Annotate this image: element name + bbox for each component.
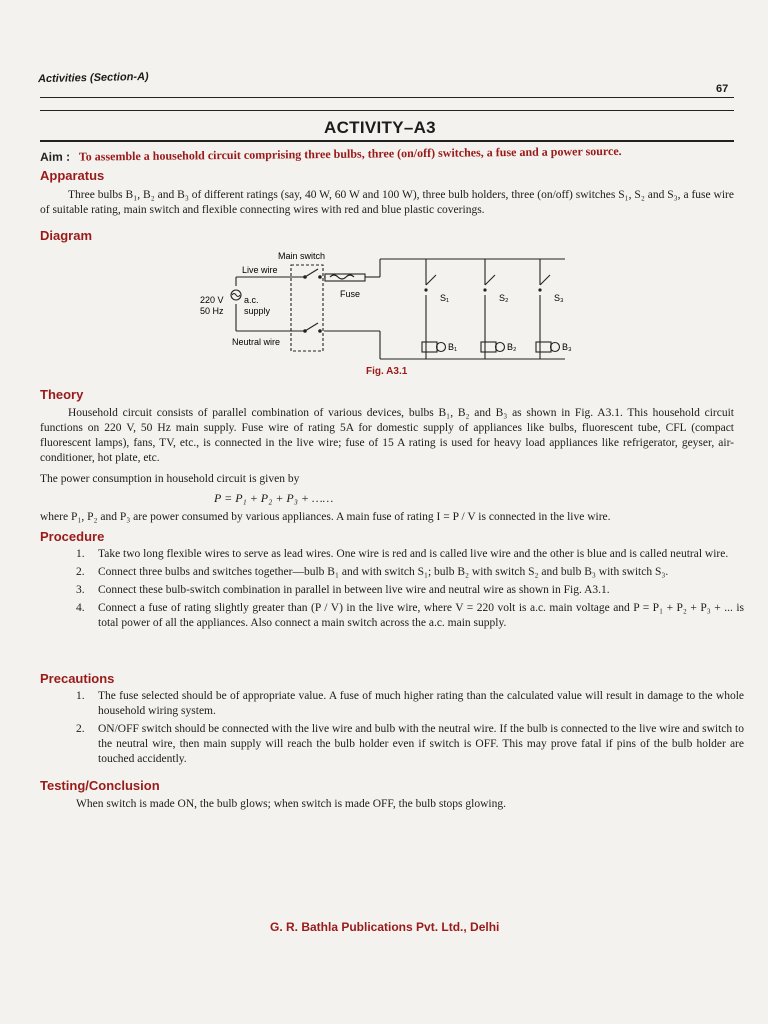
precautions-list bbox=[76, 689, 744, 770]
title-rule-bottom bbox=[40, 140, 734, 142]
bulb-b1-label: B₁ bbox=[448, 342, 458, 352]
bulb-b3-label: B₃ bbox=[562, 342, 572, 352]
diagram-heading: Diagram bbox=[40, 228, 93, 243]
procedure-heading: Procedure bbox=[40, 529, 105, 544]
frequency-label: 50 Hz bbox=[200, 306, 224, 316]
theory-paragraph-3: where P₁, P₂ and P₃ are power consumed by various appliances. A main fuse of rating I = P / V is connected in the live wire. bbox=[40, 511, 611, 523]
title-rule-top bbox=[40, 110, 734, 111]
theory-paragraph-1: Household circuit consists of parallel combination of various devices, bulbs B₁, B₂ and B₃ as shown in Fig. A3.1. This household circuit functions on 220 V, 50 Hz main supply. Fuse wire of rating 5A for domestic supply of appliances like bulbs, fluorescent tube, CFL (compact fluorescent lamps), fans, TV, etc., is connected in the live wire; fuse of 15 A rating is used for heavy load appliances like refrigerator, geyser, air-conditioner, hot plate, etc. bbox=[40, 407, 734, 464]
page-number: 67 bbox=[716, 83, 729, 95]
procedure-step: 1. Take two long flexible wires to serve as lead wires. One wire is red and is called live wire and the other is blue and is called neutral wire. bbox=[76, 548, 729, 560]
page-title: ACTIVITY–A3 bbox=[324, 118, 436, 137]
precaution-item: 2. ON/OFF switch should be connected with the live wire and bulb with the neutral wire. If the bulb is connected to the live wire and switch to the neutral wire, then main supply will reach the bulb holder even if switch is OFF. This may prove fatal if pins of the bulb holder are touched accidently. bbox=[76, 723, 744, 765]
theory-heading: Theory bbox=[40, 387, 84, 402]
precautions-heading: Precautions bbox=[40, 671, 115, 686]
procedure-step: 4. Connect a fuse of rating slightly greater than (P / V) in the live wire, where V = 220 volt is a.c. main voltage and P = P₁ + P₂ + P₃ + ... is total power of all the appliances. Also connect a main switch across the a.c. main supply. bbox=[76, 602, 744, 629]
figure-caption: Fig. A3.1 bbox=[366, 366, 408, 377]
power-formula: P = P₁ + P₂ + P₃ + …… bbox=[214, 491, 334, 505]
aim-label: Aim : bbox=[40, 149, 71, 164]
header-rule bbox=[40, 97, 734, 98]
main-switch-label: Main switch bbox=[278, 251, 326, 261]
ac-label: a.c. bbox=[244, 295, 259, 305]
aim-text: To assemble a household circuit comprising three bulbs, three (on/off) switches, a fuse and a power source. bbox=[78, 143, 622, 164]
precaution-item: 1. The fuse selected should be of appropriate value. A fuse of much higher rating than the calculated value will result in damage to the whole household wiring system. bbox=[76, 690, 744, 717]
supply-label: supply bbox=[244, 306, 271, 316]
conclusion-text: When switch is made ON, the bulb glows; when switch is made OFF, the bulb stops glowing. bbox=[76, 798, 506, 810]
apparatus-heading: Apparatus bbox=[40, 168, 105, 183]
fuse-label: Fuse bbox=[340, 289, 361, 299]
switch-s1-label: S₁ bbox=[440, 293, 450, 303]
bulb-b2-label: B₂ bbox=[507, 342, 517, 352]
aim bbox=[40, 144, 622, 165]
running-header: Activities (Section-A) bbox=[37, 70, 149, 86]
conclusion-heading: Testing/Conclusion bbox=[40, 778, 160, 793]
live-wire-label: Live wire bbox=[242, 265, 278, 275]
switch-s2-label: S₂ bbox=[499, 293, 509, 303]
theory-paragraph-2: The power consumption in household circuit is given by bbox=[40, 473, 300, 485]
procedure-step: 3. Connect these bulb-switch combination in parallel in between live wire and neutral wire as shown in Fig. A3.1. bbox=[76, 584, 610, 596]
procedure-list bbox=[76, 547, 744, 634]
publisher-footer: G. R. Bathla Publications Pvt. Ltd., Delhi bbox=[270, 920, 500, 934]
apparatus-text: Three bulbs B₁, B₂ and B₃ of different ratings (say, 40 W, 60 W and 100 W), three bulb holders, three (on/off) switches S₁, S₂ and S₃, a fuse wire of suitable rating, main switch and flexible connecting wires with red and blue plastic coverings. bbox=[40, 189, 734, 216]
circuit-diagram bbox=[190, 245, 590, 370]
neutral-wire-label: Neutral wire bbox=[232, 337, 281, 347]
procedure-step: 2. Connect three bulbs and switches together—bulb B₁ and with switch S₁; bulb B₂ with switch S₂ and bulb B₃ with switch S₃. bbox=[76, 566, 669, 578]
switch-s3-label: S₃ bbox=[554, 293, 564, 303]
voltage-label: 220 V bbox=[200, 295, 224, 305]
